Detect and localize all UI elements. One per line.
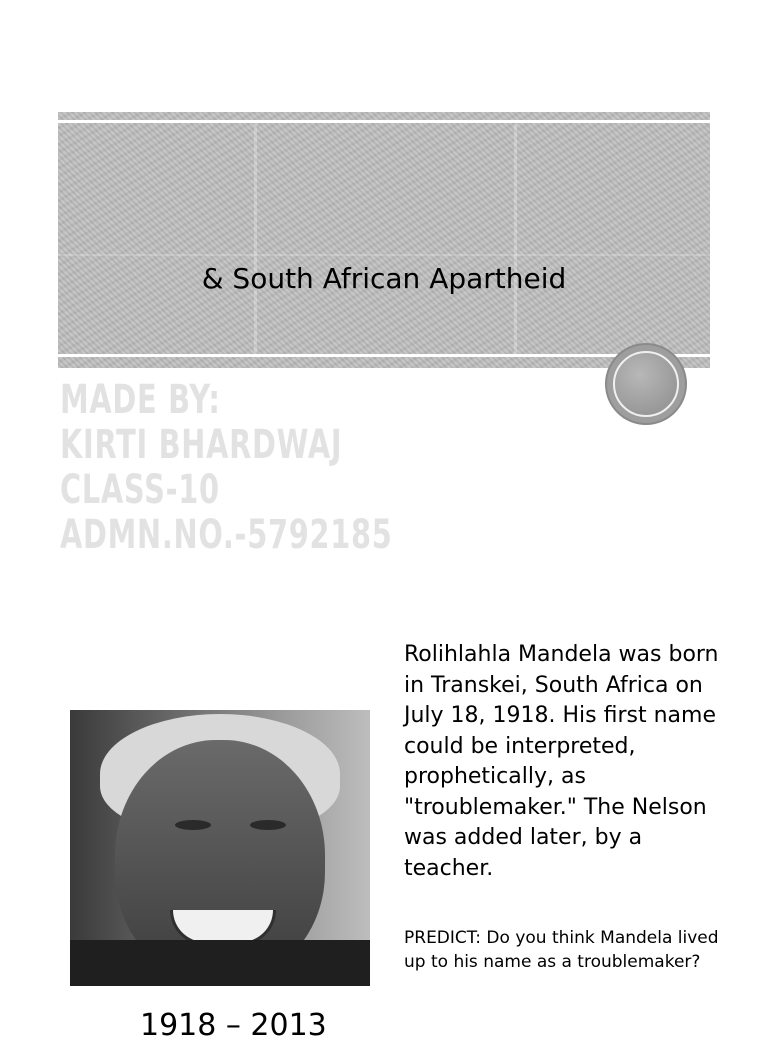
life-dates: 1918 – 2013 <box>140 1008 327 1043</box>
author-line-made-by: MADE BY: <box>60 377 221 423</box>
title-band <box>58 112 710 368</box>
author-line-class: CLASS-10 <box>60 467 220 513</box>
photo-eye-right <box>250 820 286 830</box>
band-bottom-line <box>58 354 710 357</box>
author-line-admission: ADMN.NO.-5792185 <box>60 512 393 558</box>
slide-title: & South African Apartheid <box>201 262 567 295</box>
author-line-name: KIRTI BHARDWAJ <box>60 422 343 468</box>
author-block <box>60 378 393 558</box>
bio-paragraph: Rolihlahla Mandela was born in Transkei, South Africa on July 18, 1918. His first name could be interpreted, prophetically, as "troublemaker." The Nelson was added later, by a teacher. <box>404 642 719 881</box>
band-seam <box>514 124 517 354</box>
band-top-line <box>58 120 710 123</box>
photo-coat <box>70 940 370 986</box>
band-hseam <box>58 254 710 256</box>
circle-medallion-icon <box>607 345 685 423</box>
portrait-photo-icon <box>70 710 370 986</box>
predict-question: PREDICT: Do you think Mandela lived up to his name as a troublemaker? <box>404 928 719 972</box>
photo-eye-left <box>175 820 211 830</box>
band-seam <box>254 124 257 354</box>
